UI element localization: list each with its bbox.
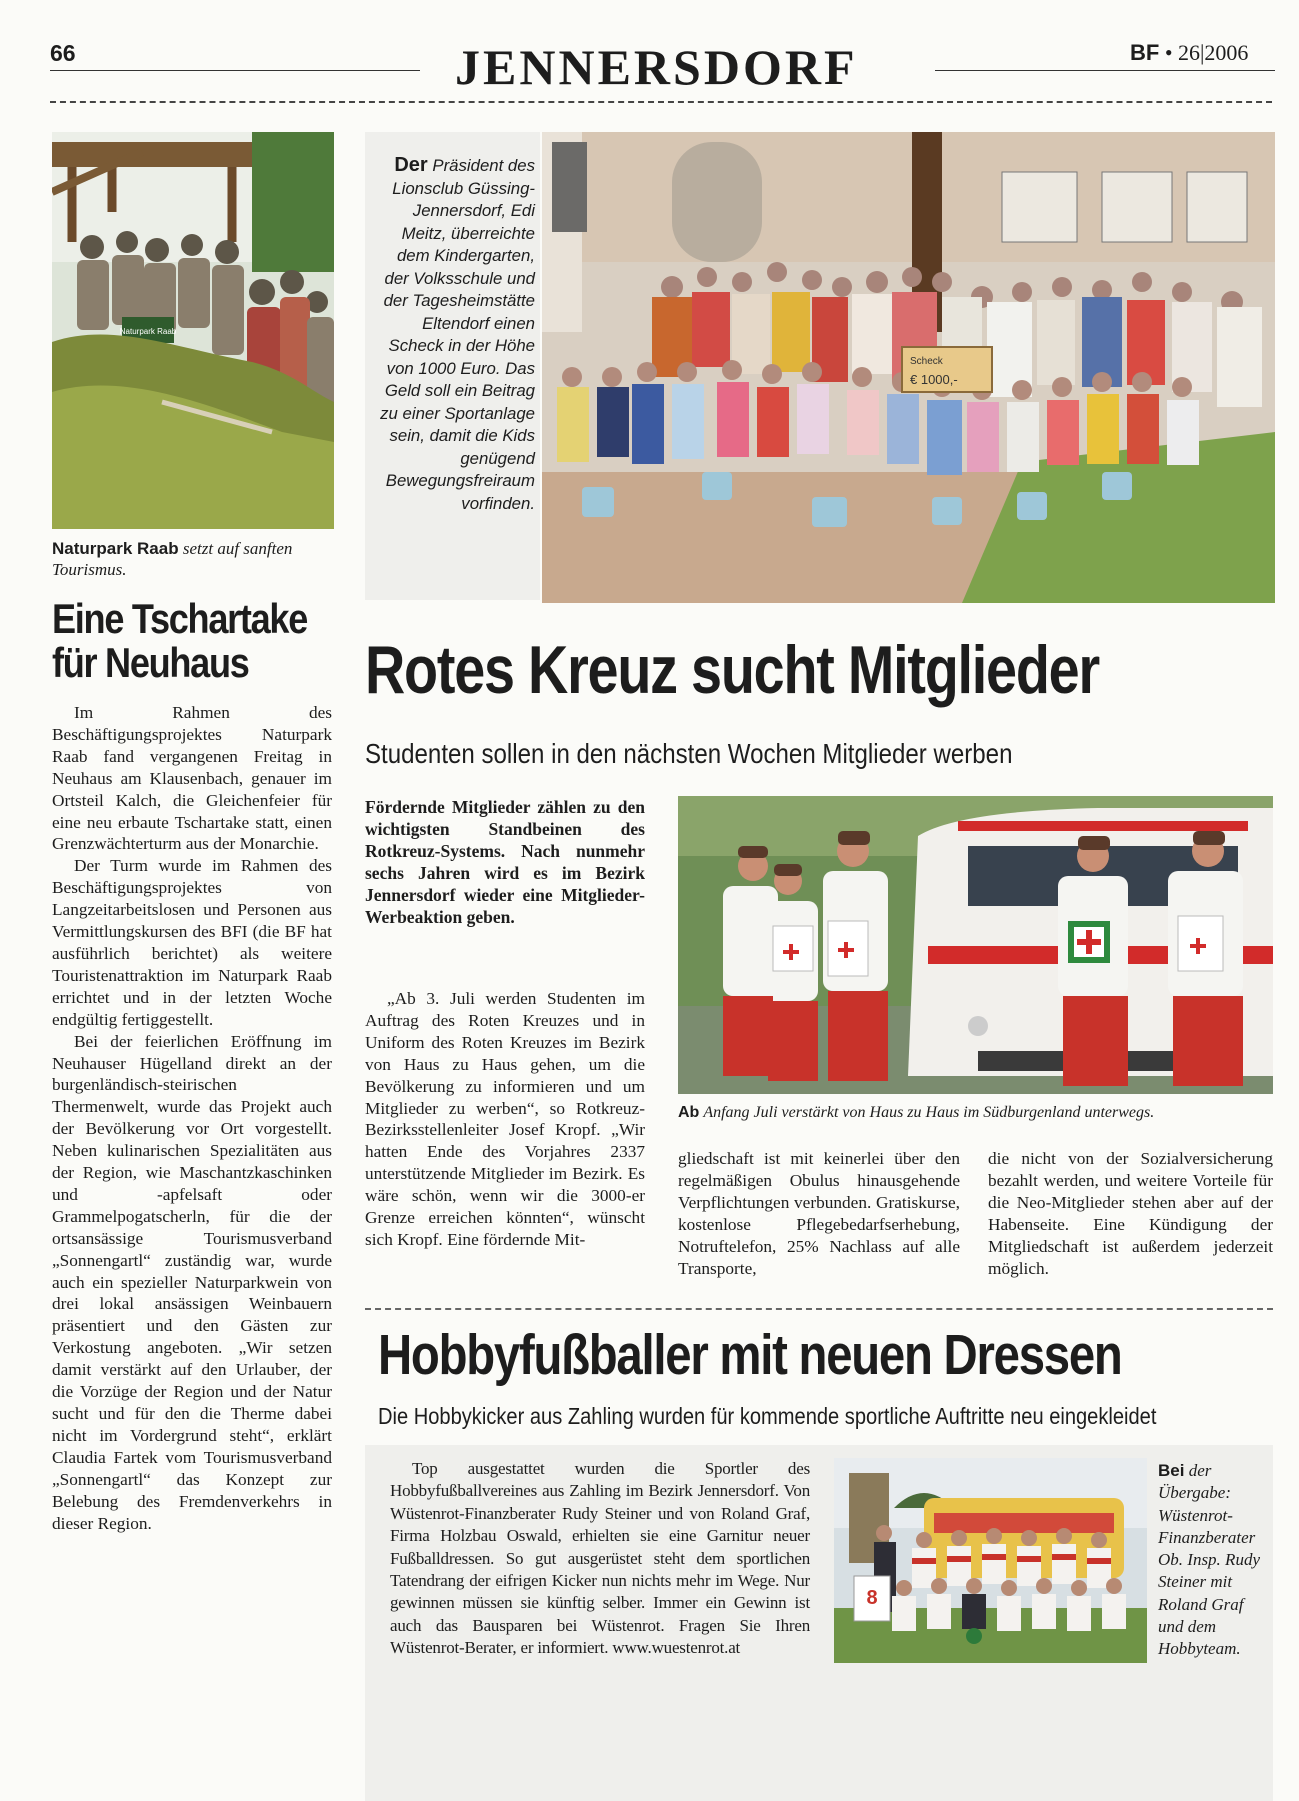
hobby-body-text: Top ausgestattet wurden die Sportler des Hobbyfußballvereines aus Zahling im Bezirk Jennersdorf. Von Wüstenrot-Finanzberater Rudy Steiner und von Roland Graf, Firma Holzbau Oswald, erhielten sie eine Garnitur neuer Fußballdressen. So gut ausgerüstet steht dem sportlichen Tatendrang der eifrigen Kicker nun nichts mehr im Wege. Nur gewinnen müssen sie künftig selber. Immer ein Gewinn ist auch das Bausparen bei Wüstenrot. Fragen Sie Ihren Wüstenrot-Berater, er informiert. www.wuestenrot.at xyxy=(390,1459,810,1658)
redcross-col1-text: „Ab 3. Juli werden Studenten im Auftrag des Roten Kreuzes und in Uniform des Roten Kreuzes im Bezirk von Haus zu Haus gehen, um die Bevölkerung zu informieren und um Mitglieder zu werben“, so Rotkreuz-Bezirksstellenleiter Josef Kropf. „Wir hatten Ende des Vorjahres 2337 unterstützende Mitglieder im Bezirk. Es wäre schön, wenn wir die 3000-er Grenze erreichen könnten“, wünscht sich Kropf. Eine fördernde Mit- xyxy=(365,989,645,1249)
hobby-subheadline: Die Hobbykicker aus Zahling wurden für kommende sportliche Auftritte neu eingekleidet xyxy=(378,1403,1157,1429)
redcross-headline: Rotes Kreuz sucht Mitglieder xyxy=(365,632,1099,708)
hobby-body xyxy=(390,1458,810,1660)
naturpark-caption-text: setzt auf sanften Tourismus. xyxy=(52,539,293,579)
naturpark-headline-line1: Eine Tschartake xyxy=(52,595,308,642)
header-divider xyxy=(50,101,1272,103)
hobby-caption-lead: Bei xyxy=(1158,1461,1185,1480)
header-rule-left xyxy=(50,70,420,71)
naturpark-paragraph-2: Der Turm wurde im Rahmen des Beschäftigungsprojektes von Langzeitarbeitslosen und Personen aus Vermittlungskursen des BFI (die BF hat ausführlich berichtet) als weitere Touristenattraktion im Naturpark Raab errichtet und in der letzten Woche endgültig fertiggestellt. xyxy=(52,856,332,1029)
naturpark-caption-lead: Naturpark Raab xyxy=(52,539,179,558)
redcross-lead: Fördernde Mitglieder zählen zu den wichtigsten Standbeinen des Rotkreuz-Systems. Nach nunmehr sechs Jahren wird es im Bezirk Jennersdorf wieder eine Mitglieder-Werbeaktion geben. xyxy=(365,797,645,927)
issue-info xyxy=(1130,40,1248,66)
naturpark-photo xyxy=(52,132,334,529)
hobby-team-photo xyxy=(834,1458,1147,1663)
hobby-caption-text: der Übergabe: Wüstenrot-Finanzberater Ob. Insp. Rudy Steiner mit Roland Graf und dem Hobbyteam. xyxy=(1158,1461,1260,1659)
brand-label: BF xyxy=(1130,40,1160,65)
redcross-caption-lead: Ab xyxy=(678,1104,700,1121)
redcross-col3-text: die nicht von der Sozialversicherung bezahlt werden, und weitere Vorteile für die Neo-Mitglieder stehen aber auf der Habenseite. Eine Kündigung der Mitgliedschaft ist außerdem jederzeit möglich. xyxy=(988,1149,1273,1278)
redcross-photo xyxy=(678,796,1273,1094)
header-rule-right xyxy=(935,70,1275,71)
redcross-subheadline: Studenten sollen in den nächsten Wochen Mitglieder werben xyxy=(365,738,1013,769)
hobby-caption xyxy=(1158,1460,1270,1661)
sign-text: Naturpark Raab xyxy=(119,327,177,336)
naturpark-headline-line2: für Neuhaus xyxy=(52,639,249,686)
redcross-column-3 xyxy=(988,1148,1273,1279)
redcross-caption-text: Anfang Juli verstärkt von Haus zu Haus im Südburgenland unterwegs. xyxy=(703,1104,1155,1121)
redcross-column-1 xyxy=(365,988,645,1251)
lions-caption-lead: Der xyxy=(394,154,428,176)
lions-caption-text: Präsident des Lionsclub Güssing-Jennersdorf, Edi Meitz, überreichte dem Kindergarten, der Volksschule und der Tagesheimstätte Eltendorf einen Scheck in der Höhe von 1000 Euro. Das Geld soll ein Beitrag zu einer Sportanlage sein, damit die Kids genügend Bewegungsfreiraum vorfinden. xyxy=(380,156,535,513)
redcross-col2-text: gliedschaft ist mit keinerlei über den regelmäßigen Obulus hinausgehende Verpflichtungen verbunden. Gratiskurse, kostenlose Pflegebedarfserhebung, Notruftelefon, 25% Nachlass auf alle Transporte, xyxy=(678,1149,960,1278)
naturpark-paragraph-1: Im Rahmen des Beschäftigungsprojektes Naturpark Raab fand vergangenen Freitag in Neuhaus am Klausenbach, genauer im Ortsteil Kalch, die Gleichenfeier für eine neu erbaute Tschartake statt, einen Grenzwächterturm aus der Monarchie. xyxy=(52,703,332,854)
naturpark-caption xyxy=(52,538,337,580)
page-number: 66 xyxy=(50,40,76,66)
bullet: • xyxy=(1164,40,1173,65)
section-title: JENNERSDORF xyxy=(455,39,858,95)
naturpark-body xyxy=(52,702,332,1534)
cheque-amount: € 1000,- xyxy=(910,372,958,387)
redcross-caption xyxy=(678,1103,1278,1123)
lions-caption xyxy=(375,154,535,515)
naturpark-paragraph-3: Bei der feierlichen Eröffnung im Neuhauser Hügelland direkt an der burgenländisch-steirischen Thermenwelt, wurde das Projekt auch der Bevölkerung vor Ort vorgestellt. Neben kulinarischen Spezialitäten aus der Region, wie Maschantzkaschinken und -apfelsaft oder Grammelpogatscherln, für die der ortsansässige Tourismusverband „Sonnengartl“ zuständig war, wurde auch ein spezieller Naturparkwein von drei lokal ansässigen Weinbauern präsentiert und den Gästen zur Verkostung angeboten. „Wir setzen damit verstärkt auf den Urlauber, der die Vorzüge der Region und der Natur sucht und für den die Therme dabei nicht im Vordergrund steht“, erklärt Claudia Fartek vom Tourismusverband „Sonnengartl“ das Konzept zur Belebung des Fremdenverkehrs in dieser Region. xyxy=(52,1031,332,1533)
hobby-headline: Hobbyfußballer mit neuen Dressen xyxy=(378,1323,1122,1387)
redcross-divider xyxy=(365,1308,1273,1310)
issue-number: 26|2006 xyxy=(1178,40,1249,65)
cheque-label: Scheck xyxy=(910,356,943,367)
redcross-column-2 xyxy=(678,1148,960,1279)
shirt-number: 8 xyxy=(866,1587,878,1609)
lions-group-photo xyxy=(542,132,1275,603)
naturpark-headline xyxy=(52,597,307,685)
